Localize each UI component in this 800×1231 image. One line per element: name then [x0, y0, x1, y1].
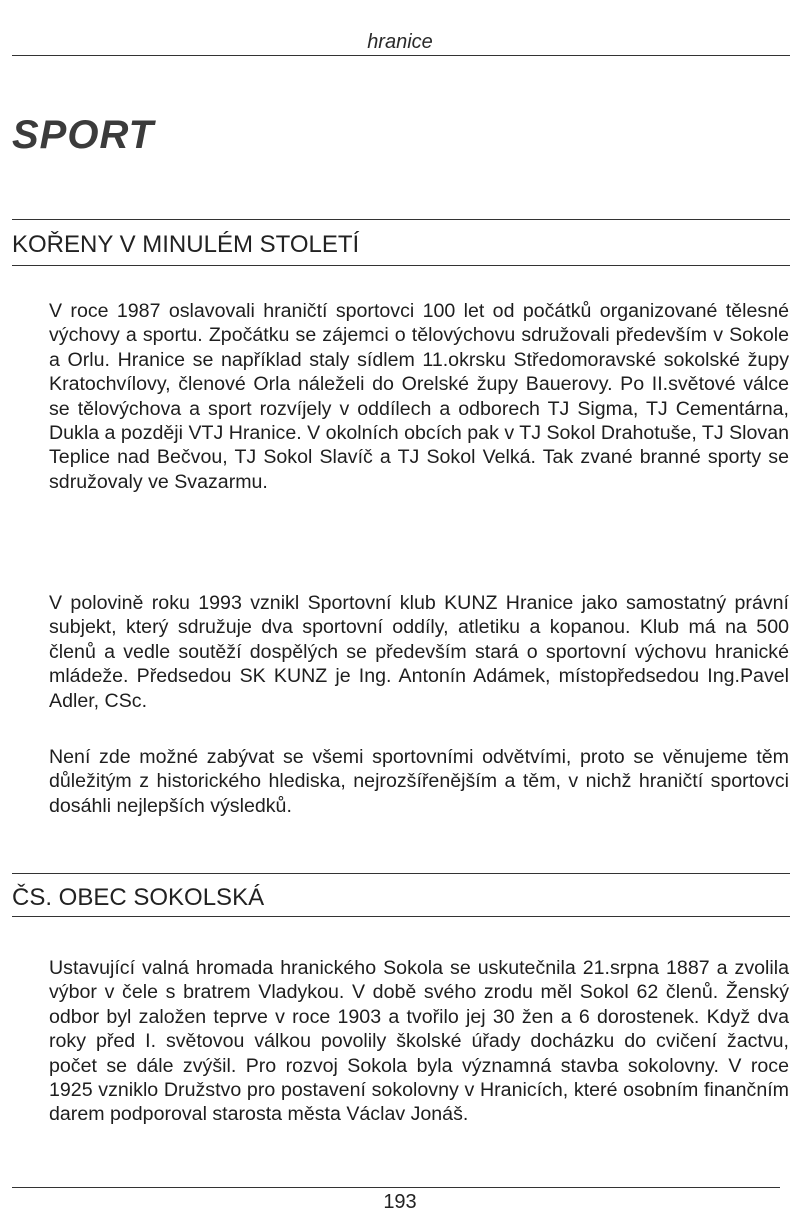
paragraph: V polovině roku 1993 vznikl Sportovní klub KUNZ Hranice jako samostatný právní subjekt, který sdružuje dva sportovní oddíly, atletiku a kopanou. Klub má na 500 členů a vedle soutěží dospělých se především stará o sportovní výchovu hranické mládeže. Předsedou SK KUNZ je Ing. Antonín Adámek, místopředsedou Ing.Pavel Adler, CSc.: [49, 592, 789, 712]
section-heading-koreny: KOŘENY V MINULÉM STOLETÍ: [12, 231, 360, 258]
section-top-rule: [12, 873, 790, 874]
section-heading-sokol: ČS. OBEC SOKOLSKÁ: [12, 884, 265, 911]
section-bottom-rule: [12, 916, 790, 917]
page-number: 193: [383, 1191, 417, 1213]
chapter-title: SPORT: [12, 113, 155, 157]
section-bottom-rule: [12, 265, 790, 266]
paragraph: Ustavující valná hromada hranického Sokola se uskutečnila 21.srpna 1887 a zvolila výbor v čele s bratrem Vladykou. V době svého zrodu měl Sokol 62 členů. Ženský odbor byl založen teprve v roce 1903 a tvořilo jej 30 žen a 6 dorostenek. Když dva roky před I. světovou válkou povolily školské úřady docházku do cvičení žactvu, počet se dále zvýšil. Pro rozvoj Sokola byla významná stavba sokolovny. V roce 1925 vzniklo Družstvo pro postavení sokolovny v Hranicích, které osobním finančním darem podporoval starosta města Václav Jonáš.: [49, 957, 789, 1126]
paragraph: V roce 1987 oslavovali hraničtí sportovci 100 let od počátků organizované tělesné výchovy a sportu. Zpočátku se zájemci o tělovýchovu sdružovali především v Sokole a Orlu. Hranice se například staly sídlem 11.okrsku Středomoravské sokolské župy Kratochvílovy, členové Orla náleželi do Orelské župy Bauerovy. Po II.světové válce se tělovýchova a sport rozvíjely v oddílech a odborech TJ Sigma, TJ Cementárna, Dukla a později VTJ Hranice. V okolních obcích pak v TJ Sokol Drahotuše, TJ Slovan Teplice nad Bečvou, TJ Sokol Slavíč a TJ Sokol Velká. Tak zvané branné sporty se sdružovaly ve Svazarmu.: [49, 300, 789, 493]
paragraph: Není zde možné zabývat se všemi sportovními odvětvími, proto se věnujeme těm důležitým z historického hlediska, nejrozšířenějším a těm, v nichž hraničtí sportovci dosáhli nejlepších výsledků.: [49, 746, 789, 817]
header-rule: [12, 55, 790, 56]
running-head: hranice: [367, 31, 433, 53]
section-top-rule: [12, 219, 790, 220]
footer-rule: [12, 1187, 780, 1188]
